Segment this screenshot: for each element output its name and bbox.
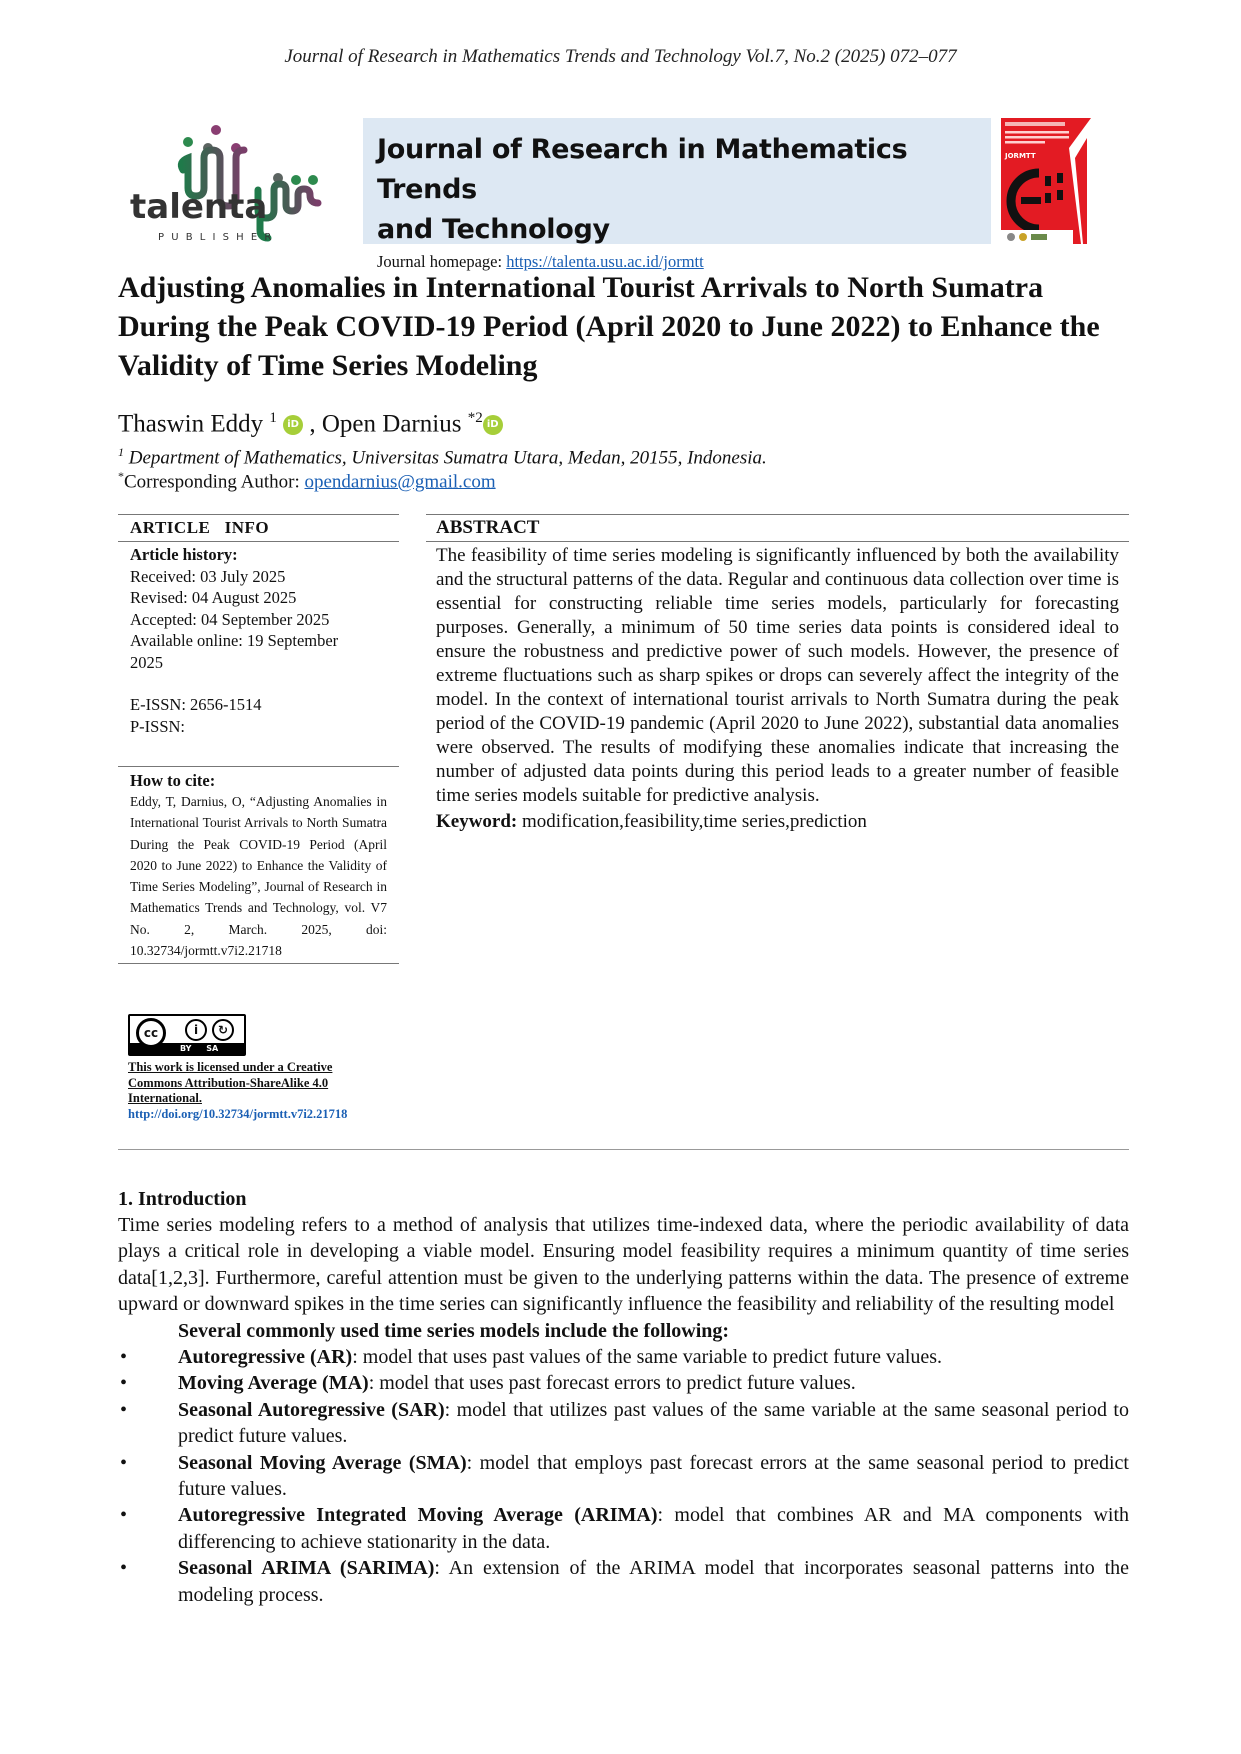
cc-badge-labels: BY SA — [180, 1044, 219, 1053]
talenta-people-wave-icon — [128, 118, 343, 244]
article-info-panel — [118, 514, 399, 964]
section-heading: 1. Introduction — [118, 1188, 247, 1210]
article-info-heading: ARTICLE INFO — [130, 518, 270, 537]
masthead — [128, 118, 1092, 271]
article-history — [118, 542, 399, 760]
affiliation-marker: 1 — [118, 445, 124, 459]
author-affiliation-marker: *2 — [467, 410, 483, 426]
journal-name-line2: and Technology — [377, 214, 610, 245]
list-item — [118, 1502, 1129, 1555]
paper-title: Adjusting Anomalies in International Tourist Arrivals to North Sumatra During the Peak COVID-19 Period (April 2020 to June 2022) to Enhance the Validity of Time Series Modeling — [118, 271, 1100, 382]
license-text — [128, 1060, 388, 1122]
bullet-icon: • — [120, 1372, 128, 1395]
intro-paragraph: Time series modeling refers to a method of analysis that utilizes time-indexed data, where the periodic availability of data plays a critical role in developing a viable model. Ensuring model feasibility requires a minimum quantity of time series data[1,2,3]. Furthermore, careful attention must be given to the underlying patterns within the data. The presence of extreme upward or downward spikes in the time series can significantly influence the feasibility and reliability of the resulting model — [118, 1214, 1129, 1316]
model-desc: : model that combines AR and MA components with differencing to achieve stationarity in the data. — [178, 1504, 1129, 1553]
bullet-icon: • — [120, 1504, 128, 1527]
models-lead-in: Several commonly used time series models include the following: — [178, 1319, 730, 1342]
bullet-icon: • — [120, 1557, 128, 1580]
journal-cover-thumbnail — [1001, 118, 1091, 244]
affiliation-text: Department of Mathematics, Universitas Sumatra Utara, Medan, 20155, Indonesia. — [124, 447, 767, 469]
cc-icon: cc — [136, 1018, 166, 1048]
corresponding-author — [118, 469, 496, 493]
share-alike-icon: ↻ — [212, 1019, 234, 1041]
model-term: Moving Average (MA) — [178, 1372, 369, 1395]
model-desc: : model that utilizes past values of the same variable at the same seasonal period to predict future values. — [178, 1398, 1129, 1448]
keyword-list: modification,feasibility,time series,prediction — [517, 811, 867, 832]
models-list — [118, 1344, 1129, 1608]
journal-cover-icon — [1001, 118, 1091, 244]
model-term: Autoregressive (AR) — [178, 1346, 353, 1369]
history-label: Article history: — [130, 545, 238, 564]
list-item — [118, 1344, 1129, 1370]
orcid-icon[interactable]: iD — [483, 415, 503, 435]
corresponding-label: Corresponding Author: — [124, 471, 305, 493]
journal-banner — [363, 118, 991, 271]
talenta-publisher-logo — [128, 118, 343, 244]
model-desc: : model that uses past values of the same variable to predict future values. — [352, 1346, 943, 1369]
svg-text:talenta: talenta — [130, 187, 268, 227]
available-online-date: Available online: 19 September 2025 — [130, 631, 339, 672]
bullet-icon: • — [120, 1398, 128, 1421]
e-issn: E-ISSN: 2656-1514 — [130, 695, 262, 714]
author-name: Open Darnius — [321, 410, 462, 438]
abstract-text: The feasibility of time series modeling is significantly influenced by both the availability and the structural patterns of the data. Regular and continuous data collection over time is essential for constructing reliable time series models, particularly for forecasting purposes. Generally, a minimum of 50 time series data points is considered ideal to ensure the robustness and predictive power of such models. However, the presence of extreme fluctuations such as sharp spikes or drops can severely affect the integrity of the model. In the context of international tourist arrivals to North Sumatra during the peak period of the COVID-19 pandemic (April 2020 to June 2022), substantial data anomalies were observed. The results of modifying these anomalies indicate that increasing the number of adjusted data points during this period leads to a greater number of feasible time series models suitable for predictive analysis. — [436, 545, 1119, 806]
abstract-heading: ABSTRACT — [436, 517, 540, 538]
received-date: Received: 03 July 2025 — [130, 566, 286, 586]
keyword-label: Keyword: — [436, 811, 518, 832]
license-block — [128, 1014, 388, 1122]
list-item — [118, 1397, 1129, 1450]
license-link[interactable]: This work is licensed under a Creative Commons Attribution-ShareAlike 4.0 International. — [128, 1060, 333, 1105]
homepage-link[interactable]: https://talenta.usu.ac.id/jormtt — [506, 252, 704, 271]
abstract-panel — [426, 514, 1129, 834]
corresponding-marker: * — [118, 469, 124, 483]
bullet-icon: • — [120, 1451, 128, 1474]
author-affiliation-marker: 1 — [269, 410, 277, 426]
affiliation — [118, 445, 767, 469]
model-term: Seasonal ARIMA (SARIMA) — [178, 1557, 435, 1580]
revised-date: Revised: 04 August 2025 — [130, 588, 297, 607]
model-term: Autoregressive Integrated Moving Average (ARIMA) — [178, 1504, 658, 1527]
how-to-cite — [118, 767, 399, 963]
p-issn: P-ISSN: — [130, 716, 186, 736]
author-list — [118, 410, 503, 438]
accepted-date: Accepted: 04 September 2025 — [130, 609, 330, 629]
model-term: Seasonal Autoregressive (SAR) — [178, 1398, 445, 1421]
keywords — [426, 810, 1129, 834]
model-term: Seasonal Moving Average (SMA) — [178, 1451, 467, 1474]
author-separator: , — [309, 410, 322, 438]
author-name: Thaswin Eddy — [118, 410, 264, 438]
homepage-label: Journal homepage: — [377, 252, 507, 271]
section-divider — [118, 1149, 1129, 1150]
model-desc: : model that employs past forecast errors at the same seasonal period to predict future values. — [178, 1451, 1129, 1501]
orcid-icon[interactable]: iD — [283, 415, 303, 435]
corresponding-email-link[interactable]: opendarnius@gmail.com — [304, 471, 496, 493]
cc-by-sa-badge[interactable] — [128, 1014, 246, 1056]
running-head: Journal of Research in Mathematics Trends and Technology Vol.7, No.2 (2025) 072–077 — [284, 46, 957, 67]
journal-name-line1: Journal of Research in Mathematics Trends — [377, 134, 908, 205]
list-item — [118, 1555, 1129, 1608]
doi-link[interactable]: http://doi.org/10.32734/jormtt.v7i2.21718 — [128, 1106, 348, 1121]
cite-text: Eddy, T, Darnius, O, “Adjusting Anomalies in International Tourist Arrivals to North Sumatra During the Peak COVID-19 Period (April 2020 to June 2022) to Enhance the Validity of Time Series Modeling”, Journal of Research in Mathematics Trends and Technology, vol. V7 No. 2, March. 2025, doi: 10.32734/jormtt.v7i2.21718 — [130, 794, 387, 959]
introduction-section — [118, 1186, 1129, 1608]
svg-text:JORMTT: JORMTT — [1005, 152, 1036, 160]
list-item — [118, 1450, 1129, 1503]
model-desc: : model that uses past forecast errors to predict future values. — [368, 1372, 856, 1395]
attribution-icon: i — [185, 1019, 207, 1041]
model-desc: : An extension of the ARIMA model that incorporates seasonal patterns into the modeling process. — [178, 1557, 1130, 1606]
cite-label: How to cite: — [130, 771, 216, 790]
bullet-icon: • — [120, 1346, 128, 1369]
list-item — [118, 1370, 1129, 1396]
svg-text:P U B L I S H E R: P U B L I S H E R — [158, 232, 274, 243]
